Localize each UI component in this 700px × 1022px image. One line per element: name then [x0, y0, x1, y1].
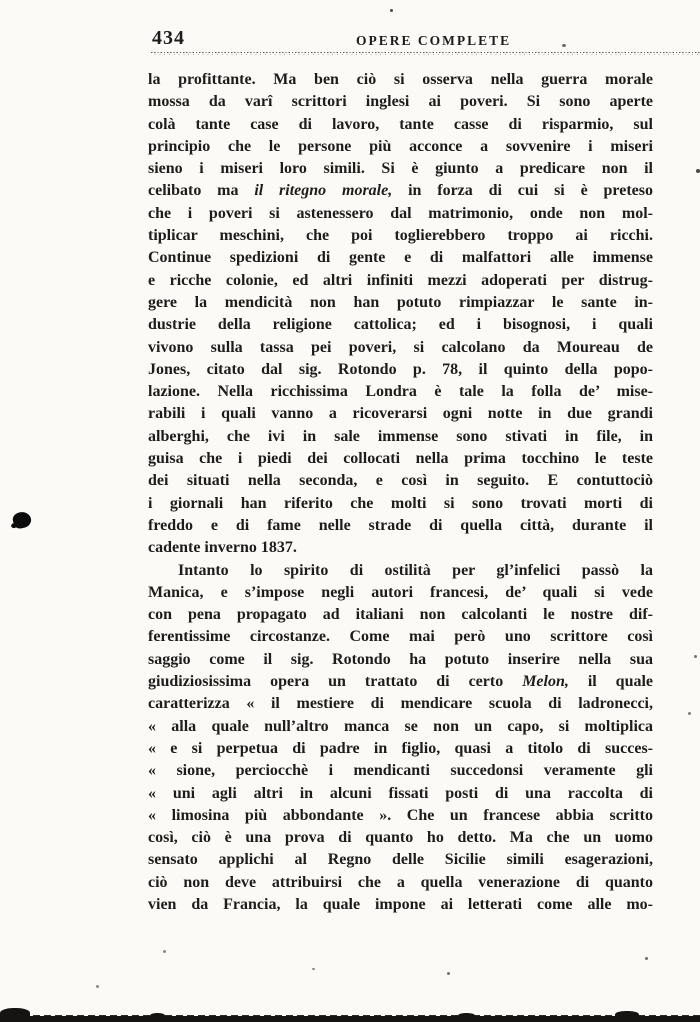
- text-line: « e si perpetua di padre in figlio, quasi a titolo di succes-: [148, 739, 653, 757]
- ink-blot-artifact: [11, 510, 32, 530]
- text-line: saggio come il sig. Rotondo ha potuto inserire nella sua: [148, 650, 653, 668]
- page-text: [148, 69, 653, 916]
- text-line: « alla quale null’altro manca se non un capo, si moltiplica: [148, 717, 653, 735]
- scan-speck: [694, 655, 697, 658]
- scan-speck: [163, 950, 166, 953]
- text-line: principio che le persone più acconce a sovvenire i miseri: [148, 137, 653, 155]
- text-line: cadente inverno 1837.: [148, 539, 297, 557]
- text-line: guisa che i piedi dei collocati nella prima tocchino le teste: [148, 450, 653, 468]
- header-rule: [151, 52, 700, 55]
- text-line: alberghi, che ivi in sale immense sono stivati in file, in: [148, 427, 653, 445]
- text-line: così, ciò è una prova di quanto ho detto. Ma che un uomo: [148, 829, 653, 847]
- text-line: che i poveri si astenessero dal matrimonio, onde non mol-: [148, 204, 653, 222]
- text-line: i giornali han riferito che molti si sono trovati morti di: [148, 494, 653, 512]
- text-line: sensato applichi al Regno delle Sicilie simili esagerazioni,: [148, 851, 653, 869]
- text-line: sieno i miseri loro simili. Si è giunto a predicare non il: [148, 160, 653, 178]
- scan-speck: [562, 44, 566, 47]
- scan-speck: [645, 957, 648, 960]
- scan-edge-bump: [0, 1008, 30, 1019]
- scan-edge-bump: [150, 1013, 165, 1019]
- text-line: dei situati nella seconda, e così in seguito. E contuttociò: [148, 472, 653, 490]
- text-line: vivono sulla tassa pei poveri, si calcolano da Moureau de: [148, 338, 653, 356]
- text-line: Manica, e s’impose negli autori francesi, de’ quali si vede: [148, 583, 653, 601]
- text-line: rabili i quali vanno a ricoverarsi ogni notte in due grandi: [148, 405, 653, 423]
- text-line: tiplicar meschini, che poi toglierebbero troppo ai ricchi.: [148, 227, 653, 245]
- text-line: e ricche colonie, ed altri infiniti mezzi adoperati per distrug-: [148, 271, 653, 289]
- text-line: con pena propagato ad italiani non calcolanti le nostre dif-: [148, 606, 653, 624]
- text-line: gere la mendicità non han potuto rimpiazzar le sante in-: [148, 293, 653, 311]
- text-line: caratterizza « il mestiere di mendicare scuola di ladronecci,: [148, 695, 653, 713]
- text-line: freddo e di fame nelle strade di quella città, durante il: [148, 516, 653, 534]
- text-line: colà tante case di lavoro, tante casse di risparmio, sul: [148, 115, 653, 133]
- scan-speck: [447, 972, 450, 975]
- text-line: Jones, citato dal sig. Rotondo p. 78, il quinto della popo-: [148, 360, 653, 378]
- text-line: « limosina più abbondante ». Che un francese abbia scritto: [148, 806, 653, 824]
- text-line: dustrie della religione cattolica; ed i bisognosi, i quali: [148, 316, 653, 334]
- text-line: celibato ma il ritegno morale, in forza di cui si è preteso: [148, 182, 653, 200]
- scan-speck: [688, 712, 691, 715]
- text-line: lazione. Nella ricchissima Londra è tale la folla de’ mise-: [148, 383, 653, 401]
- text-line: giudiziosissima opera un trattato di certo Melon, il quale: [148, 673, 654, 691]
- text-line: « sione, perciocchè i mendicanti succedonsi veramente gli: [148, 762, 653, 780]
- scan-speck: [696, 169, 700, 173]
- page-number: 434: [152, 27, 185, 49]
- text-line: ciò non deve attribuirsi che a quella venerazione di quanto: [148, 873, 653, 891]
- scan-speck: [312, 968, 315, 970]
- scan-edge-bump: [615, 1011, 639, 1019]
- text-line: vien da Francia, la quale impone ai letterati come alle mo-: [148, 895, 653, 913]
- text-line: ferentissime circostanze. Come mai però uno scrittore così: [148, 628, 653, 646]
- scan-speck: [390, 9, 393, 12]
- scan-edge-bottom: [0, 1016, 700, 1022]
- text-line: Intanto lo spirito di ostilità per gl’infelici passò la: [178, 561, 653, 579]
- text-line: « uni agli altri in alcuni fissati posti di una raccolta di: [148, 784, 653, 802]
- scan-edge-bump: [458, 1013, 475, 1019]
- scan-speck: [96, 985, 99, 988]
- text-line: Continue spedizioni di gente e di malfattori alle immense: [148, 249, 653, 267]
- text-line: la profittante. Ma ben ciò si osserva nella guerra morale: [148, 71, 653, 88]
- running-header: OPERE COMPLETE: [356, 33, 512, 48]
- text-line: mossa da varî scrittori inglesi ai poveri. Si sono aperte: [148, 93, 653, 111]
